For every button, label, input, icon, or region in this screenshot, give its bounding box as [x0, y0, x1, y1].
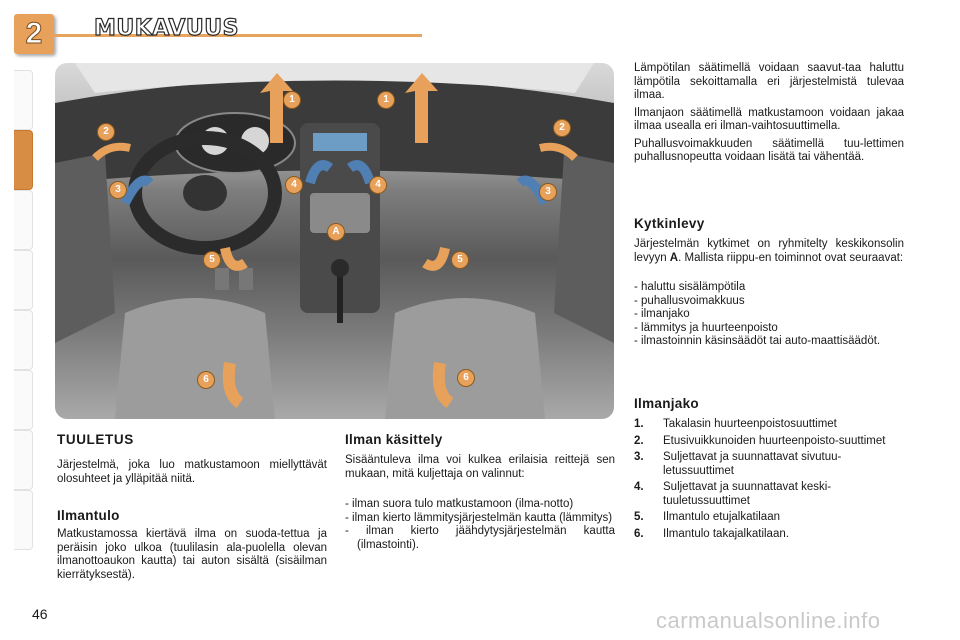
- page-number: 46: [32, 606, 48, 622]
- ilmantulo-text: Matkustamossa kiertävä ilma on suoda-tettua ja peräisin joko ulkoa (tuulilasin ala-puolella olevan ilmanottoaukon kautta) tai auton sisältä (sisäilman kierrätyksestä).: [57, 528, 327, 581]
- ilmanjako-item: 1. Takalasin huurteenpoistosuuttimet: [634, 418, 837, 430]
- ilmanjako-item: 2. Etusivuikkunoiden huurteenpoisto-suuttimet: [634, 434, 886, 447]
- kytkinlevy-item: - puhallusvoimakkuus: [634, 294, 745, 307]
- section-tab-7[interactable]: [14, 430, 33, 490]
- section-tab-6[interactable]: [14, 370, 33, 430]
- watermark: carmanualsonline.info: [656, 608, 881, 633]
- callout-1-left: 1: [283, 91, 301, 109]
- kytkinlevy-heading: Kytkinlevy: [634, 216, 705, 231]
- right-intro: [634, 62, 904, 165]
- kasittely-heading: Ilman käsittely: [345, 432, 443, 447]
- kasittely-item: - ilman kierto jäähdytysjärjestelmän kautta (ilmastointi).: [345, 525, 615, 551]
- tuuletus-text: Järjestelmä, joka luo matkustamoon miellyttävät olosuhteet ja ylläpitää niitä.: [57, 459, 327, 485]
- callout-4-left: 4: [285, 176, 303, 194]
- callout-4-right: 4: [369, 176, 387, 194]
- section-tab-5[interactable]: [14, 310, 33, 370]
- cabin-ventilation-illustration: [55, 63, 614, 419]
- section-tab-3[interactable]: [14, 190, 33, 250]
- callout-2-left: 2: [97, 123, 115, 141]
- section-tab-1[interactable]: [14, 70, 33, 130]
- callout-5-right: 5: [451, 251, 469, 269]
- page-title: MUKAVUUS: [94, 16, 239, 41]
- kasittely-list: [345, 498, 615, 552]
- kytkinlevy-item: - haluttu sisälämpötila: [634, 281, 746, 293]
- intro-paragraph: Ilmanjaon säätimellä matkustamoon voidaan jakaa ilmaa usealla eri ilman-vaihtosuuttimella.: [634, 106, 904, 132]
- callout-3-right: 3: [539, 183, 557, 201]
- cabin-drawing: [55, 63, 614, 419]
- intro-paragraph: Puhallusvoimakkuuden säätimellä tuu-lettimen puhallusnopeutta voidaan lisätä tai vähentää.: [634, 137, 904, 163]
- callout-a-panel: A: [327, 223, 345, 241]
- kasittely-item: - ilman suora tulo matkustamoon (ilma-notto): [345, 498, 574, 510]
- ilmanjako-item: 3. Suljettavat ja suunnattavat sivutuu-letussuuttimet: [634, 451, 842, 477]
- kytkinlevy-list: [634, 281, 904, 349]
- ilmanjako-list: [634, 418, 904, 544]
- callout-6-right: 6: [457, 369, 475, 387]
- intro-paragraph: Lämpötilan säätimellä voidaan saavut-taa haluttu lämpötila sekoittamalla eri järjestelmistä tulevaa ilmaa.: [634, 62, 904, 101]
- section-tab-4[interactable]: [14, 250, 33, 310]
- ilmanjako-item: 4. Suljettavat ja suunnattavat keski-tuuletussuuttimet: [634, 481, 832, 507]
- kasittely-text: Sisääntuleva ilma voi kulkea erilaisia reittejä sen mukaan, mitä kuljettaja on valinnut:: [345, 454, 615, 480]
- callout-3-left: 3: [109, 181, 127, 199]
- chapter-number: 2: [25, 17, 43, 50]
- callout-1-right: 1: [377, 91, 395, 109]
- panel-a-label: A: [669, 251, 679, 264]
- kasittely-item: - ilman kierto lämmitysjärjestelmän kautta (lämmitys): [345, 511, 613, 524]
- section-tab-2[interactable]: [14, 130, 33, 190]
- callout-6-left: 6: [197, 371, 215, 389]
- ilmanjako-item: 6. Ilmantulo takajalkatilaan.: [634, 527, 789, 540]
- ilmanjako-heading: Ilmanjako: [634, 396, 699, 411]
- tuuletus-heading: TUULETUS: [57, 432, 134, 447]
- callout-5-left: 5: [203, 251, 221, 269]
- callout-2-right: 2: [553, 119, 571, 137]
- section-tab-8[interactable]: [14, 490, 33, 550]
- kytkinlevy-item: - lämmitys ja huurteenpoisto: [634, 321, 778, 334]
- ilmantulo-heading: Ilmantulo: [57, 508, 120, 523]
- chapter-badge: [14, 14, 54, 54]
- ilmanjako-item: 5. Ilmantulo etujalkatilaan: [634, 511, 780, 523]
- kytkinlevy-item: - ilmanjako: [634, 308, 690, 320]
- kytkinlevy-text: Järjestelmän kytkimet on ryhmitelty keskikonsolin levyyn A. Mallista riippu-en toiminnot ovat seuraavat:: [634, 238, 904, 264]
- kytkinlevy-item: - ilmastoinnin käsinsäädöt tai auto-maattisäädöt.: [634, 335, 881, 347]
